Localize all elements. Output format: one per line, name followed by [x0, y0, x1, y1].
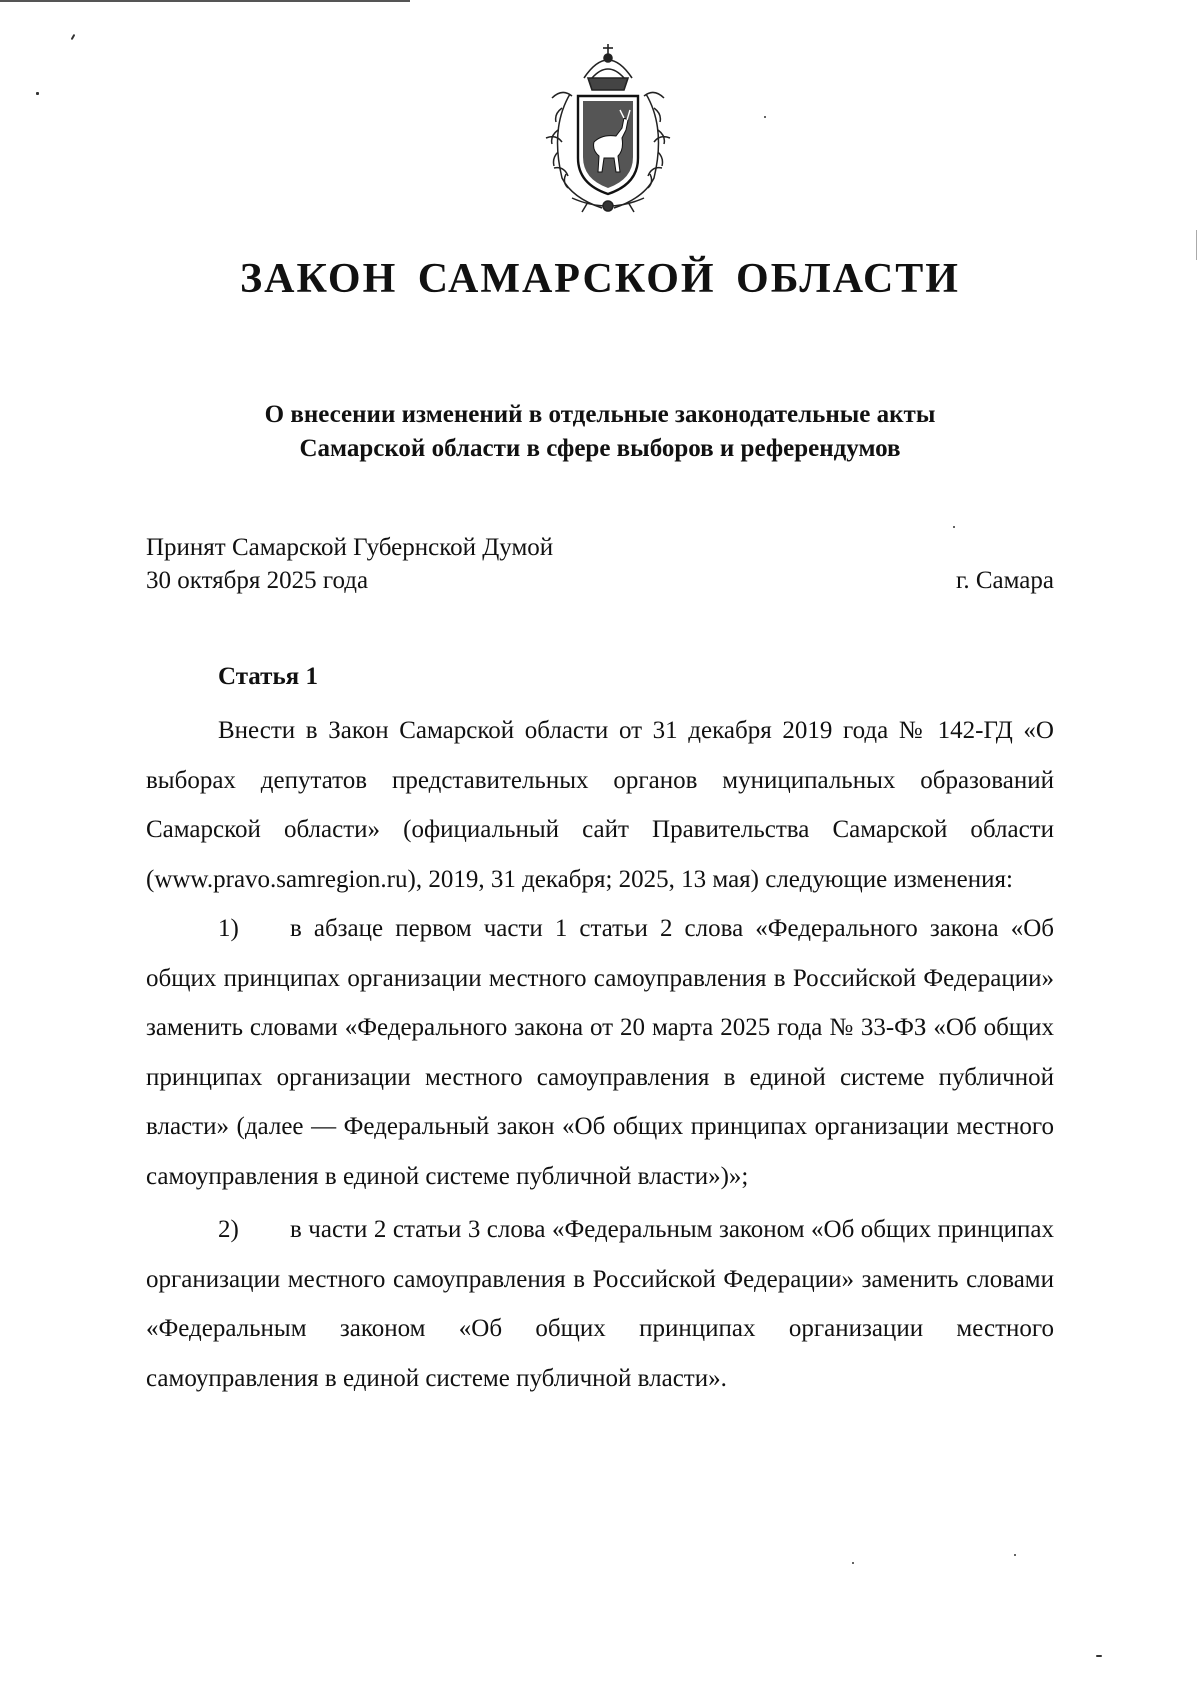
scan-speck [1014, 1554, 1016, 1556]
subtitle-line: Самарской области в сфере выборов и референдумов [299, 435, 901, 462]
scan-speck [953, 526, 955, 528]
document-subtitle [0, 398, 1200, 466]
article-heading: Статья 1 [218, 663, 318, 690]
amendment-item [146, 904, 1054, 1201]
article-body [146, 706, 1054, 1403]
city: г. Самара [955, 567, 1054, 594]
item-number: 1) [218, 915, 239, 942]
item-text: в абзаце первом части 1 статьи 2 слова «Федерального закона «Об общих принципах организации местного самоуправления в Российской Федерации» заменить словами «Федерального закона от 20 марта 2025 года № 33-ФЗ «Об общих принципах организации местного самоуправления в единой системе публичной власти» (далее — Федеральный закон «Об общих принципах организации местного самоуправления в единой системе публичной власти»)»; [146, 915, 1054, 1190]
scan-speck [71, 34, 76, 40]
samara-coat-of-arms-icon [532, 38, 684, 216]
scan-speck [852, 1562, 854, 1564]
adopted-date: 30 октября 2025 года [146, 567, 369, 594]
adopted-by: Принят Самарской Губернской Думой [146, 534, 554, 561]
scan-speck [36, 92, 39, 95]
scan-speck [764, 116, 766, 118]
scan-edge-line [0, 0, 410, 2]
adoption-info [146, 531, 553, 597]
item-text: в части 2 статьи 3 слова «Федеральным законом «Об общих принципах организации местного самоуправления в Российской Федерации» заменить словами «Федеральным законом «Об общих принципах организации местного самоуправления в единой системе публичной власти». [146, 1216, 1054, 1392]
scan-speck [1096, 1655, 1102, 1657]
intro-paragraph: Внести в Закон Самарской области от 31 декабря 2019 года № 142-ГД «О выборах депутатов представительных органов муниципальных образований Самарской области» (официальный сайт Правительства Самарской области (www.pravo.samregion.ru), 2019, 31 декабря; 2025, 13 мая) следующие изменения: [146, 717, 1054, 893]
amendment-item [146, 1205, 1054, 1403]
document-title: ЗАКОН САМАРСКОЙ ОБЛАСТИ [240, 256, 960, 302]
item-number: 2) [218, 1216, 239, 1243]
subtitle-line: О внесении изменений в отдельные законодательные акты [264, 401, 936, 428]
